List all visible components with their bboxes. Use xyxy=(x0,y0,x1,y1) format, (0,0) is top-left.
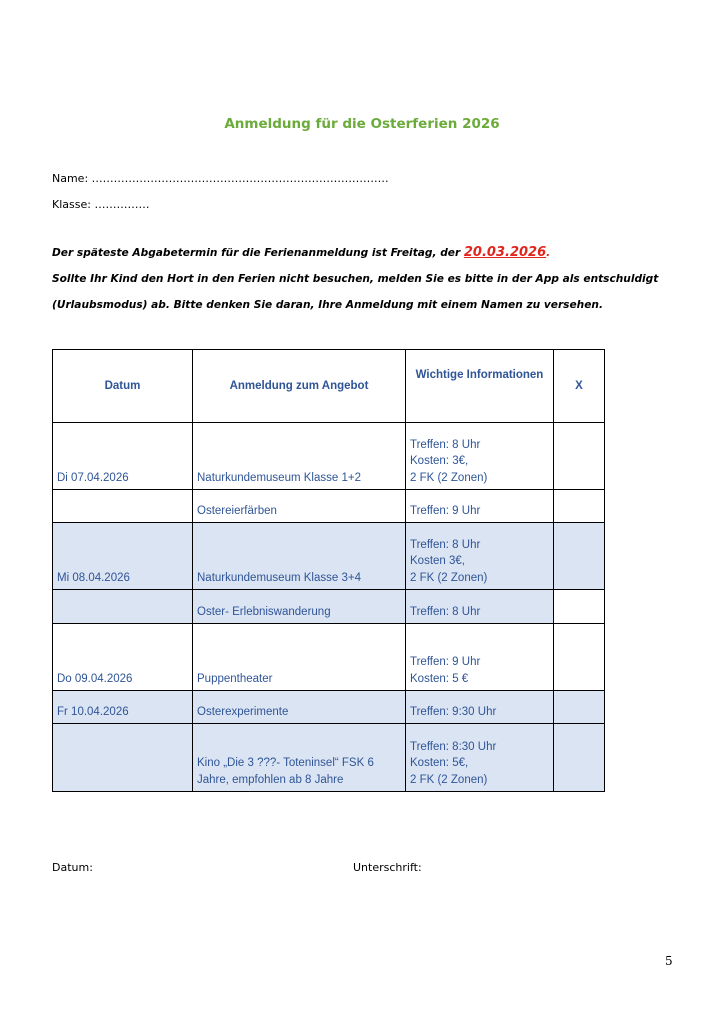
table-row xyxy=(53,523,605,590)
klasse-field: Klasse: …………… xyxy=(52,198,150,211)
table-row xyxy=(53,490,605,523)
info-line: Kosten: 3€, xyxy=(410,455,469,467)
row-info xyxy=(406,490,554,523)
info-line: Treffen: 8 Uhr xyxy=(410,438,481,451)
datum-label: Datum: xyxy=(52,861,93,874)
row-date: Mi 08.04.2026 xyxy=(53,523,193,590)
notice-deadline-text: Der späteste Abgabetermin für die Ferienanmeldung ist Freitag, der xyxy=(52,247,464,259)
info-line: Kosten: 5€, xyxy=(410,757,469,769)
header-angebot: Anmeldung zum Angebot xyxy=(193,350,406,423)
row-offer: Oster- Erlebniswanderung xyxy=(193,590,406,624)
row-info xyxy=(406,590,554,624)
row-date xyxy=(53,490,193,523)
info-line: 2 FK (2 Zonen) xyxy=(410,471,488,484)
row-checkbox-cell[interactable] xyxy=(554,624,605,691)
row-checkbox-cell[interactable] xyxy=(554,423,605,490)
row-info xyxy=(406,423,554,490)
row-checkbox-cell[interactable] xyxy=(554,523,605,590)
header-datum: Datum xyxy=(53,350,193,423)
notice-line-1 xyxy=(52,245,550,260)
table-row xyxy=(53,624,605,691)
page-number: 5 xyxy=(665,954,673,968)
table-row xyxy=(53,423,605,490)
info-line: Treffen: 9 Uhr xyxy=(410,504,481,517)
row-date: Do 09.04.2026 xyxy=(53,624,193,691)
info-line: Kosten 3€, xyxy=(410,555,465,567)
info-line: 2 FK (2 Zonen) xyxy=(410,773,488,786)
deadline-date: 20.03.2026 xyxy=(463,245,547,260)
notice-line-2: Sollte Ihr Kind den Hort in den Ferien nicht besuchen, melden Sie es bitte in der App als entschuldigt xyxy=(52,273,659,285)
row-date xyxy=(53,590,193,624)
header-informationen: Wichtige Informationen xyxy=(406,350,554,423)
unterschrift-label: Unterschrift: xyxy=(353,861,422,874)
row-checkbox-cell[interactable] xyxy=(554,691,605,724)
row-offer: Naturkundemuseum Klasse 3+4 xyxy=(193,523,406,590)
row-checkbox-cell[interactable] xyxy=(554,490,605,523)
row-offer: Kino „Die 3 ???- Toteninsel“ FSK 6 Jahre, empfohlen ab 8 Jahre xyxy=(193,724,406,792)
info-line: Treffen: 8 Uhr xyxy=(410,538,481,551)
page-title: Anmeldung für die Osterferien 2026 xyxy=(224,116,500,132)
row-date xyxy=(53,724,193,792)
info-line: Kosten: 5 € xyxy=(410,672,469,685)
row-offer: Osterexperimente xyxy=(193,691,406,724)
row-info xyxy=(406,691,554,724)
row-date: Di 07.04.2026 xyxy=(53,423,193,490)
info-line: 2 FK (2 Zonen) xyxy=(410,571,488,584)
table-row xyxy=(53,590,605,624)
deadline-suffix: . xyxy=(546,247,551,259)
row-date: Fr 10.04.2026 xyxy=(53,691,193,724)
row-offer: Puppentheater xyxy=(193,624,406,691)
table-row xyxy=(53,724,605,792)
row-offer: Ostereierfärben xyxy=(193,490,406,523)
info-line: Treffen: 9 Uhr xyxy=(410,656,481,668)
info-line: Treffen: 9:30 Uhr xyxy=(410,705,497,718)
row-checkbox-cell[interactable] xyxy=(554,724,605,792)
info-line: Treffen: 8:30 Uhr xyxy=(410,740,497,753)
info-line: Treffen: 8 Uhr xyxy=(410,605,481,618)
header-x: X xyxy=(554,350,605,423)
notice-line-3: (Urlaubsmodus) ab. Bitte denken Sie daran, Ihre Anmeldung mit einem Namen zu versehen. xyxy=(52,299,603,311)
name-field: Name: ……………………………………………………………………… xyxy=(52,172,389,185)
row-info xyxy=(406,624,554,691)
row-checkbox-cell[interactable] xyxy=(554,590,605,624)
row-info xyxy=(406,523,554,590)
registration-table xyxy=(52,349,605,792)
row-info xyxy=(406,724,554,792)
table-header-row xyxy=(53,350,605,423)
row-offer: Naturkundemuseum Klasse 1+2 xyxy=(193,423,406,490)
table-row xyxy=(53,691,605,724)
